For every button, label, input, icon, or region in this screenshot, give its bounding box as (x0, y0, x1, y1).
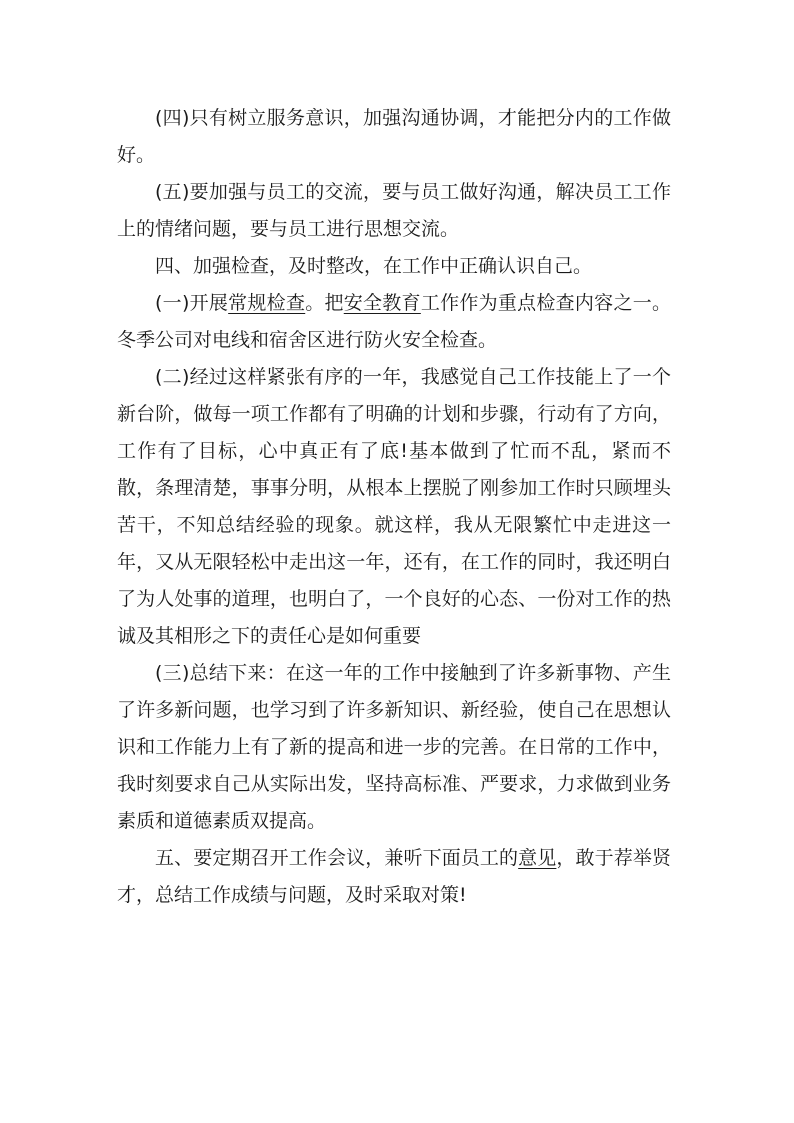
paragraph-text: (二)经过这样紧张有序的一年，我感觉自己工作技能上了一个新台阶，做每一项工作都有了明确的计划和步骤，行动有了方向，工作有了目标，心中真正有了底!基本做到了忙而不乱，紧而不散，条理清楚，事事分明，从根本上摆脱了刚参加工作时只顾埋头苦干，不知总结经验的现象。就这样，我从无限繁忙中走进这一年，又从无限轻松中走出这一年，还有，在工作的同时，我还明白了为人处事的道理，也明白了，一个良好的心态、一份对工作的热诚及其相形之下的责任心是如何重要 (117, 366, 671, 647)
paragraph-routine-inspection (117, 285, 671, 359)
paragraph-text: (四)只有树立服务意识，加强沟通协调，才能把分内的工作做好。 (117, 107, 671, 166)
paragraph-section-four-heading (117, 248, 671, 285)
paragraph-year-review (117, 359, 671, 655)
paragraph-text: 工作作为重点检查内容之一。冬季公司对电线和宿舍区进行防火安全检查。 (117, 292, 671, 351)
paragraph-service-awareness (117, 100, 671, 174)
paragraph-summary (117, 655, 671, 840)
section-heading: 四、加强检查，及时整改，在工作中正确认识自己。 (155, 255, 593, 277)
paragraph-text: (五)要加强与员工的交流，要与员工做好沟通，解决员工工作上的情绪问题，要与员工进行思想交流。 (117, 181, 671, 240)
paragraph-text: ，敢于荐举贤才，总结工作成绩与问题，及时采取对策! (117, 847, 671, 906)
document-page (117, 100, 671, 914)
paragraph-text: (一)开展 (155, 292, 229, 314)
paragraph-text: (三)总结下来：在这一年的工作中接触到了许多新事物、产生了许多新问题，也学习到了许多新知识、新经验，使自己在思想认识和工作能力上有了新的提高和进一步的完善。在日常的工作中，我时刻要求自己从实际出发，坚持高标准、严要求，力求做到业务素质和道德素质双提高。 (117, 662, 671, 832)
paragraph-text: 。把 (305, 292, 344, 314)
underlined-term-routine-inspection: 常规检查 (228, 292, 306, 314)
paragraph-text: 五、要定期召开工作会议，兼听下面员工的 (155, 847, 519, 869)
paragraph-employee-communication (117, 174, 671, 248)
paragraph-section-five (117, 840, 671, 914)
underlined-term-opinions: 意见 (518, 847, 557, 869)
underlined-term-safety-education: 安全教育 (343, 292, 421, 314)
